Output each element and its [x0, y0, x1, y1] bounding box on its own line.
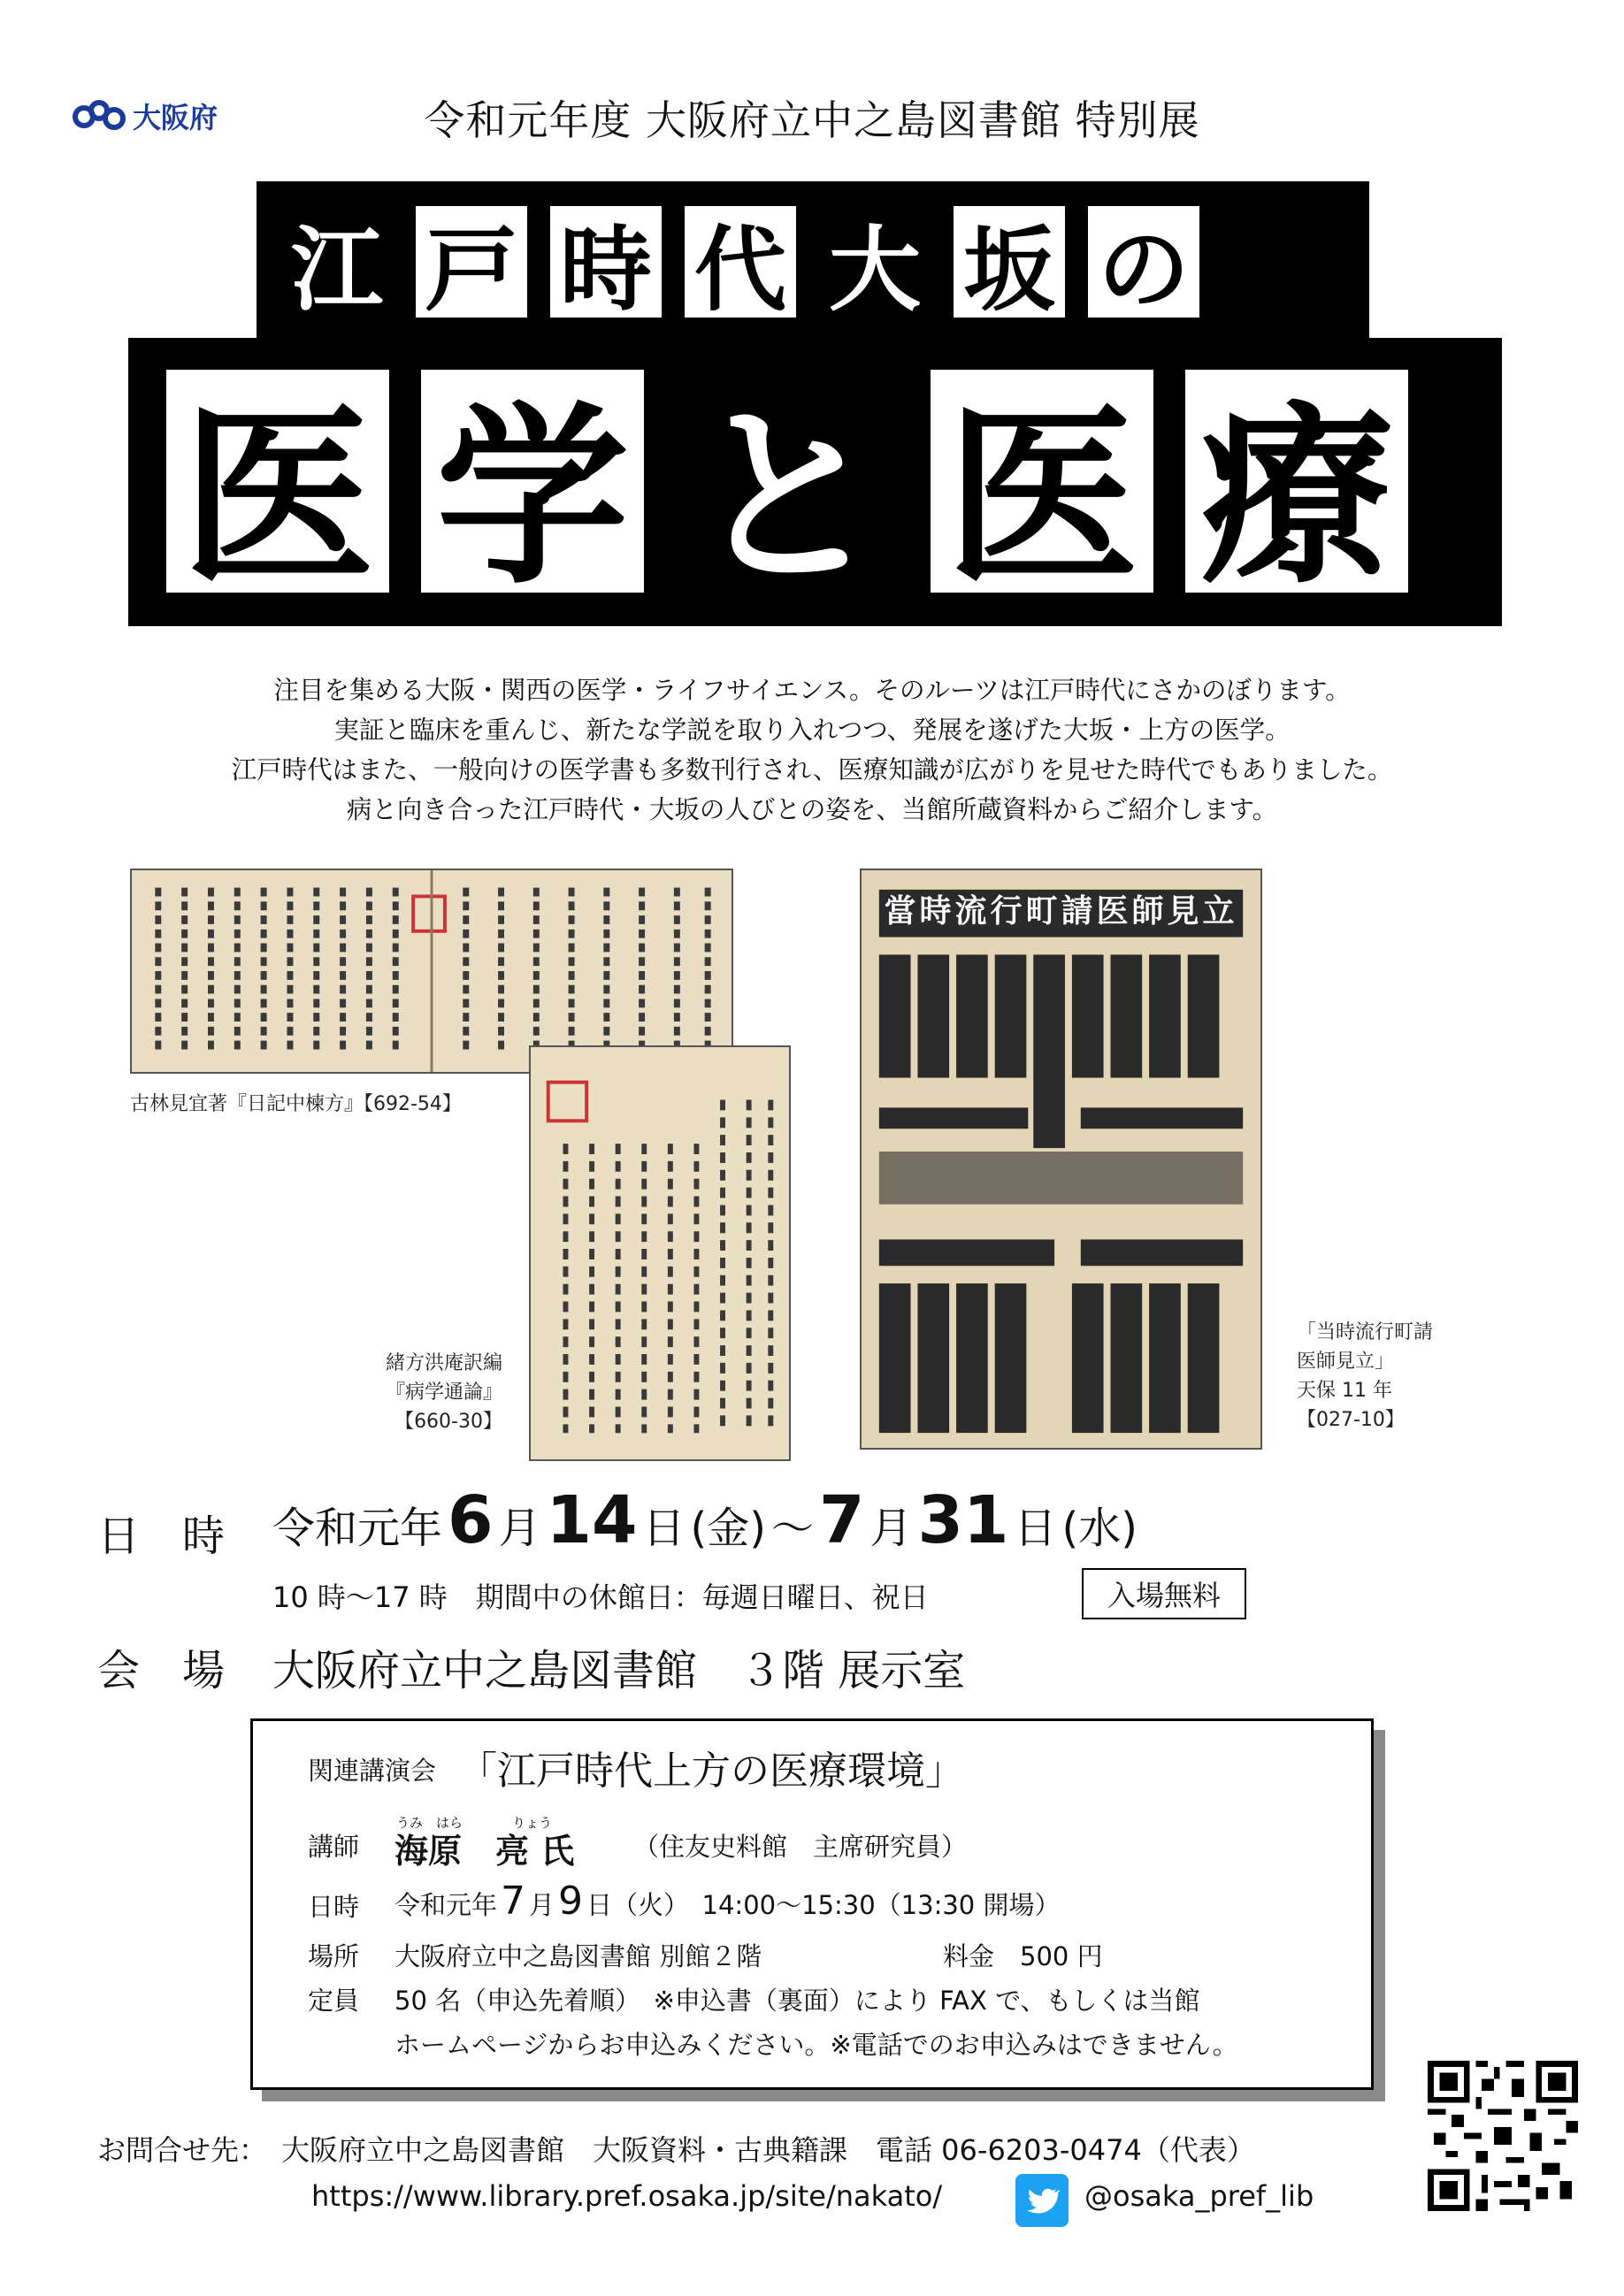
caption-book1: 古林見宜著『日記中楝方』【692-54】	[130, 1093, 462, 1115]
lecture-date-rest: 日（火） 14:00〜15:30（13:30 開場）	[586, 1890, 1061, 1920]
title-char: 代	[685, 206, 796, 318]
title-char: 医	[166, 370, 389, 593]
start-month: 6	[448, 1482, 494, 1558]
ruby-ryo: りょう	[512, 1815, 553, 1831]
title-line-1	[281, 206, 1199, 324]
title-char: 坂	[954, 206, 1065, 318]
lecture-label: 関連講演会	[308, 1756, 437, 1786]
lecture-place: 大阪府立中之島図書館 別館２階	[395, 1941, 762, 1971]
venue: 大阪府立中之島図書館 ３階 展示室	[272, 1646, 966, 1695]
label-date: 日 時	[97, 1512, 226, 1561]
title-char: 江	[281, 206, 393, 318]
qr-code-icon[interactable]	[1428, 2061, 1578, 2211]
label-venue: 会 場	[97, 1646, 226, 1695]
caption-line: 「当時流行町請	[1297, 1321, 1434, 1343]
day-char: 日	[642, 1504, 686, 1553]
caption-line: 『病学通論』	[385, 1381, 502, 1404]
intro-line: 実証と臨床を重んじ、新たな学説を取り入れつつ、発展を遂げた大坂・上方の医学。	[333, 716, 1291, 745]
caption-line: 医師見立」	[1297, 1351, 1395, 1373]
tilde: 〜	[771, 1504, 815, 1553]
title-line-2	[166, 370, 1408, 610]
caption-book3	[1297, 1318, 1433, 1435]
ruby-umihara: うみ はら	[396, 1815, 463, 1831]
opening-hours: 10 時〜17 時 期間中の休館日：毎週日曜日、祝日	[272, 1580, 929, 1614]
lecture-capacity-label: 定員	[308, 1986, 360, 2016]
month-char: 月	[869, 1504, 913, 1553]
end-weekday: (水)	[1061, 1504, 1138, 1553]
title-char: の	[1088, 206, 1199, 318]
twitter-handle[interactable]: @osaka_pref_lib	[1084, 2179, 1314, 2213]
lecture-title: 「江戸時代上方の医療環境」	[458, 1749, 964, 1794]
lecturer-label: 講師	[308, 1832, 360, 1862]
caption-line: 緒方洪庵訳編	[385, 1352, 502, 1374]
lecture-place-label: 場所	[308, 1941, 360, 1971]
title-char: と	[676, 370, 899, 593]
title-char: 医	[931, 370, 1153, 593]
caption-line: 【660-30】	[395, 1411, 502, 1433]
twitter-icon[interactable]	[1015, 2174, 1069, 2227]
lecture-day: 9	[558, 1879, 584, 1924]
exhibition-subtitle: 令和元年度 大阪府立中之島図書館 特別展	[424, 96, 1200, 144]
lecture-apply-note: ホームページからお申込みください。※電話でのお申込みはできません。	[395, 2030, 1238, 2060]
end-month: 7	[819, 1482, 865, 1558]
book-image-nikki	[130, 869, 733, 1074]
lecture-date	[395, 1879, 1060, 1924]
start-day: 14	[546, 1482, 638, 1558]
caption-line: 天保 11 年	[1297, 1380, 1392, 1402]
book-image-byogaku	[529, 1045, 791, 1461]
lecturer-name: 海原 亮 氏	[395, 1832, 575, 1871]
admission-free-badge: 入場無料	[1082, 1568, 1246, 1619]
lecture-box	[250, 1718, 1374, 2090]
title-char: 大	[819, 206, 931, 318]
library-url[interactable]: https://www.library.pref.osaka.jp/site/nakato/	[311, 2179, 943, 2213]
title-char: 学	[421, 370, 644, 593]
lecture-capacity: 50 名（申込先着順） ※申込書（裏面）により FAX で、もしくは当館	[395, 1986, 1200, 2016]
lecturer-affiliation: （住友史料館 主席研究員）	[633, 1832, 968, 1862]
lecture-date-label: 日時	[308, 1892, 360, 1922]
lecture-month-char: 月	[529, 1890, 555, 1920]
start-weekday: (金)	[690, 1504, 766, 1553]
intro-line: 江戸時代はまた、一般向けの医学書も多数刊行され、医療知識が広がりを見せた時代でもありました。	[231, 755, 1393, 784]
intro-line: 病と向き合った江戸時代・大坂の人びとの姿を、当館所蔵資料からご紹介します。	[346, 795, 1278, 824]
contact-info: お問合せ先： 大阪府立中之島図書館 大阪資料・古典籍課 電話 06-6203-0474（代表）	[97, 2133, 1255, 2167]
lecture-month: 7	[501, 1879, 526, 1924]
book3-header-text: 當時流行町請医師見立	[884, 892, 1238, 930]
month-char: 月	[498, 1504, 541, 1553]
era-text: 令和元年	[272, 1504, 443, 1553]
lecture-date-era: 令和元年	[395, 1890, 498, 1920]
day-char: 日	[1014, 1504, 1057, 1553]
caption-line: 【027-10】	[1297, 1409, 1405, 1431]
title-char: 時	[550, 206, 662, 318]
intro-line: 注目を集める大阪・関西の医学・ライフサイエンス。そのルーツは江戸時代にさかのぼります。	[273, 676, 1351, 705]
exhibition-dates	[272, 1482, 1138, 1558]
caption-book2	[370, 1349, 502, 1436]
title-char: 療	[1185, 370, 1408, 593]
end-day: 31	[917, 1482, 1009, 1558]
lecture-fee: 料金 500 円	[943, 1941, 1103, 1971]
title-char: 戸	[416, 206, 527, 318]
logo-text: 大阪府	[133, 101, 218, 134]
intro-text	[0, 670, 1624, 830]
book-image-ishi-mitate	[860, 869, 1262, 1450]
